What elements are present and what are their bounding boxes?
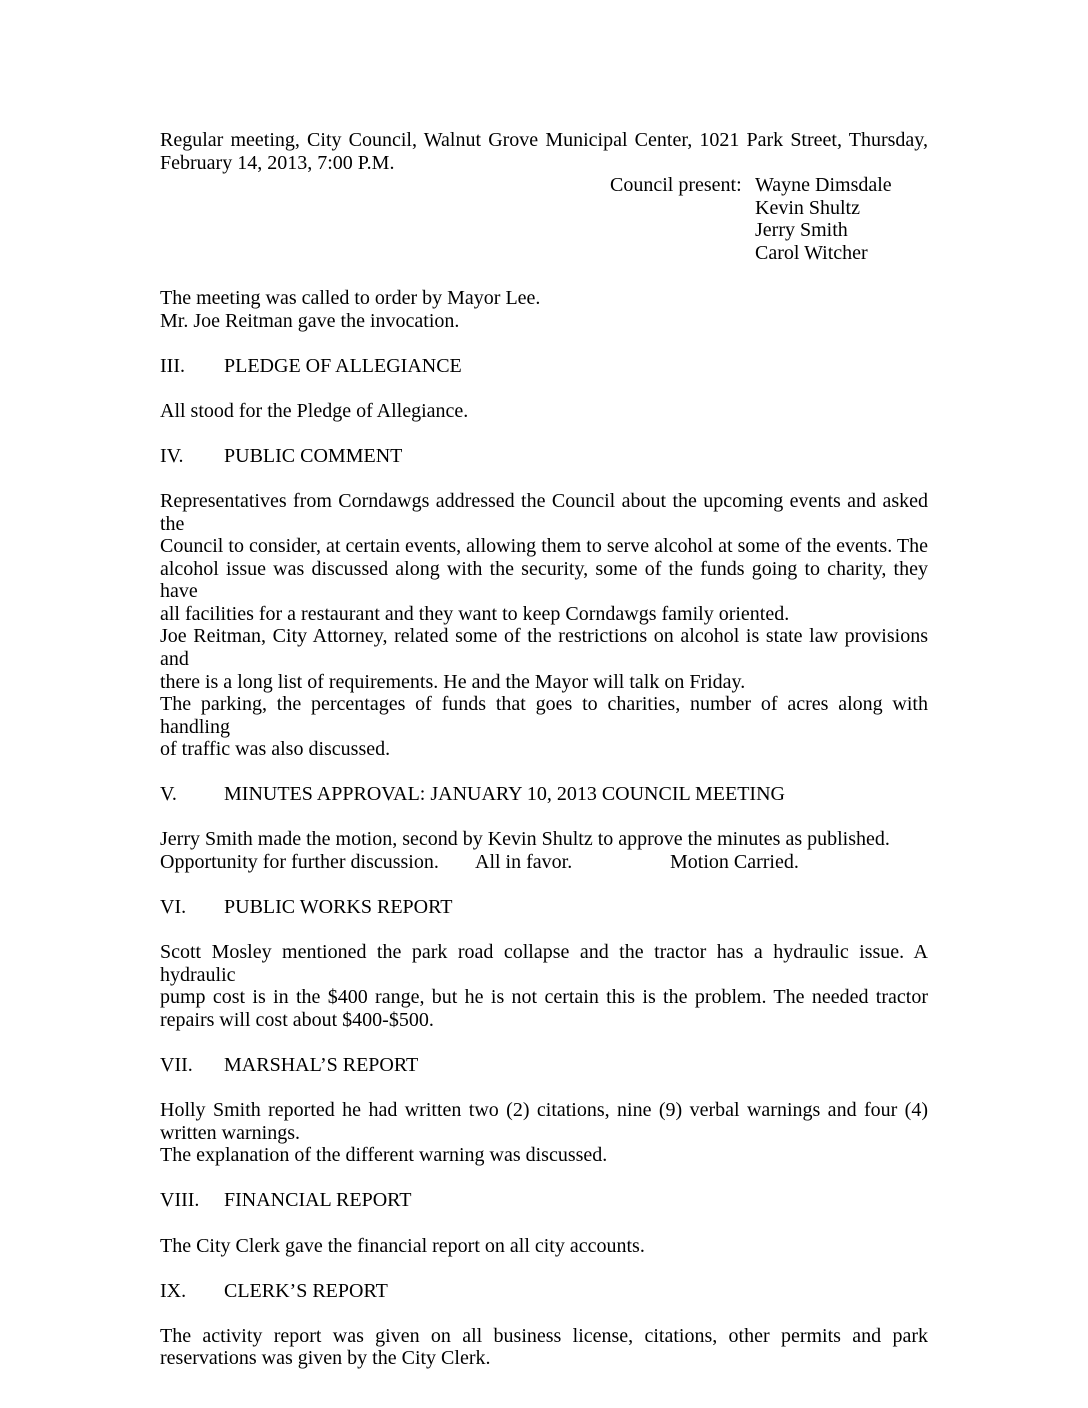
body-line: The activity report was given on all business license, citations, other permits and park — [160, 1324, 928, 1347]
blank-line — [160, 1077, 928, 1100]
section-heading-public-comment — [160, 445, 928, 468]
section-title: MINUTES APPROVAL: JANUARY 10, 2013 COUNCIL MEETING — [224, 783, 785, 806]
blank-line — [160, 1167, 928, 1190]
blank-line — [160, 874, 928, 897]
body-line: The parking, the percentages of funds that goes to charities, number of acres along with handling — [160, 693, 928, 738]
all-in-favor-text: All in favor. — [475, 851, 573, 873]
section-heading-public-works — [160, 896, 928, 919]
blank-line — [160, 332, 928, 355]
council-present-label: Council present: — [610, 174, 742, 197]
council-member-name: Kevin Shultz — [755, 196, 860, 219]
intro-line-1: Regular meeting, City Council, Walnut Grove Municipal Center, 1021 Park Street, Thursday, — [160, 129, 928, 151]
call-to-order-line: The meeting was called to order by Mayor Lee. — [160, 286, 541, 309]
blank-line — [160, 806, 928, 829]
blank-line — [160, 377, 928, 400]
invocation-line: Mr. Joe Reitman gave the invocation. — [160, 309, 460, 332]
section-numeral: VIII. — [160, 1189, 200, 1212]
section-heading-financial — [160, 1189, 928, 1212]
section-numeral: IV. — [160, 444, 184, 467]
body-line: pump cost is in the $400 range, but he is not certain this is the problem. The needed tractor — [160, 986, 928, 1009]
section-title: PUBLIC WORKS REPORT — [224, 896, 453, 919]
section-title: CLERK’S REPORT — [224, 1279, 388, 1302]
blank-line — [160, 1257, 928, 1280]
body-line: Joe Reitman, City Attorney, related some of the restrictions on alcohol is state law provisions and — [160, 625, 928, 670]
section-title: PUBLIC COMMENT — [224, 444, 403, 467]
section-heading-clerk — [160, 1280, 928, 1303]
intro-line-2: February 14, 2013, 7:00 P.M. — [160, 151, 395, 174]
section-numeral: V. — [160, 783, 177, 806]
blank-line — [160, 1302, 928, 1325]
blank-line — [160, 919, 928, 942]
body-line: The City Clerk gave the financial report on all city accounts. — [160, 1234, 645, 1257]
section-numeral: III. — [160, 354, 185, 377]
blank-line — [160, 422, 928, 445]
body-line: repairs will cost about $400-$500. — [160, 1008, 434, 1031]
body-line: written warnings. — [160, 1121, 300, 1144]
body-line: The explanation of the different warning was discussed. — [160, 1144, 608, 1167]
body-line: reservations was given by the City Clerk. — [160, 1347, 491, 1370]
blank-line — [160, 264, 928, 287]
body-line: All stood for the Pledge of Allegiance. — [160, 399, 469, 422]
body-line: Scott Mosley mentioned the park road collapse and the tractor has a hydraulic issue. A hydraulic — [160, 941, 928, 986]
section-title: PLEDGE OF ALLEGIANCE — [224, 354, 462, 377]
vote-line — [160, 851, 928, 874]
blank-line — [160, 1212, 928, 1235]
body-line: Holly Smith reported he had written two (2) citations, nine (9) verbal warnings and four (4) — [160, 1099, 928, 1122]
council-member-name: Jerry Smith — [755, 219, 848, 242]
council-member-name: Carol Witcher — [755, 241, 868, 264]
body-line: alcohol issue was discussed along with the security, some of the funds going to charity, they have — [160, 557, 928, 603]
section-numeral: VII. — [160, 1054, 193, 1077]
body-line: Council to consider, at certain events, allowing them to serve alcohol at some of the events. The — [160, 535, 928, 558]
section-title: MARSHAL’S REPORT — [224, 1054, 419, 1077]
further-discussion-text: Opportunity for further discussion. — [160, 851, 439, 873]
section-title: FINANCIAL REPORT — [224, 1189, 412, 1212]
section-numeral: VI. — [160, 896, 187, 919]
motion-carried-text: Motion Carried. — [670, 851, 799, 873]
meeting-minutes-document — [160, 129, 928, 1370]
blank-line — [160, 467, 928, 490]
section-heading-marshal — [160, 1054, 928, 1077]
body-line: there is a long list of requirements. He and the Mayor will talk on Friday. — [160, 670, 746, 693]
section-numeral: IX. — [160, 1279, 187, 1302]
body-line: Representatives from Corndawgs addressed the Council about the upcoming events and asked the — [160, 490, 928, 535]
body-line: Jerry Smith made the motion, second by Kevin Shultz to approve the minutes as published. — [160, 828, 890, 851]
section-heading-minutes-approval — [160, 783, 928, 806]
council-member-name: Wayne Dimsdale — [755, 174, 892, 197]
body-line: of traffic was also discussed. — [160, 738, 391, 761]
council-present-row — [160, 174, 928, 197]
body-line: all facilities for a restaurant and they want to keep Corndawgs family oriented. — [160, 602, 790, 625]
blank-line — [160, 1032, 928, 1055]
section-heading-pledge — [160, 355, 928, 378]
blank-line — [160, 761, 928, 784]
